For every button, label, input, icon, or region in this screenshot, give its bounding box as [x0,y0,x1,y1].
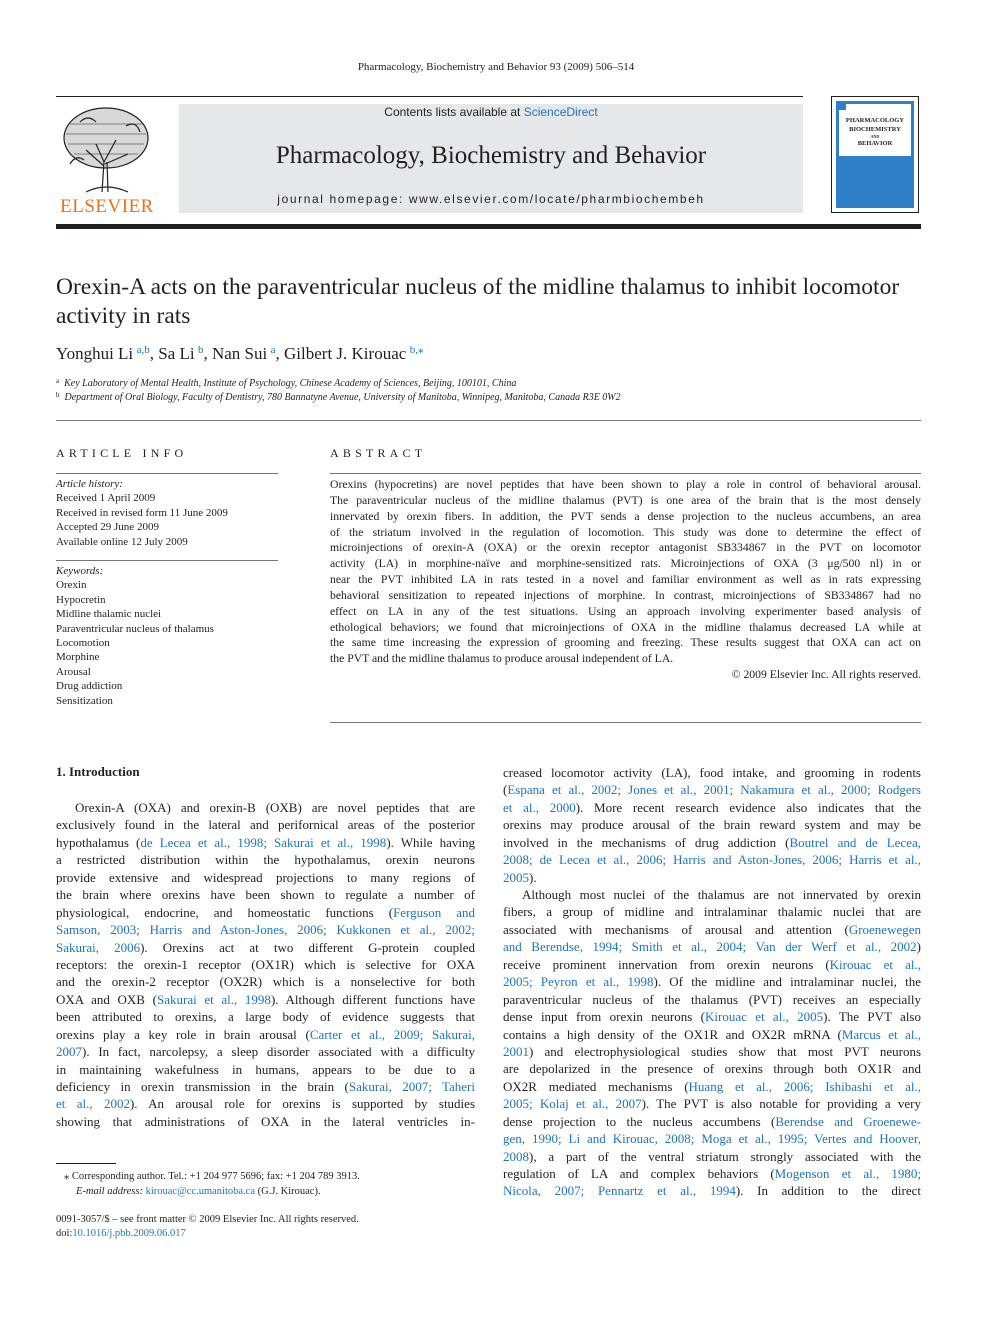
body-text: Although most nuclei of the thalamus are not innervated by orexin [522,887,921,902]
body-text: ). In fact, narcolepsy, a sleep disorder associated with a difficulty [82,1044,475,1060]
body-text-line [503,903,921,920]
author-affil-sup[interactable]: b,⁎ [409,344,424,356]
journal-cover-thumbnail [831,96,919,213]
article-info-heading: ARTICLE INFO [56,446,188,460]
body-text: physiological, endocrine, and homeostatic functions ( [56,904,394,920]
abstract-line: behavioral sensitization to repeated injections of morphine. In contrast, microinjections of SB334867 had no [330,588,921,602]
body-text-line [503,1130,921,1147]
body-text: showing that administrations of OXA in the lateral ventricles in- [56,1113,475,1129]
masthead-bottom-rule [56,224,921,229]
contents-prefix: Contents lists available at [384,105,524,119]
body-text: ( [503,782,508,798]
history-item: Accepted 29 June 2009 [56,521,159,534]
abstract-line: of the striatum involved in the regulation of locomotion. This study was done to determine the effect of [330,525,921,539]
body-text: ). [529,869,537,885]
body-right-column-p1 [503,764,921,886]
keywords-block: Keywords: Orexin Hypocretin Midline thalamic nuclei Paraventricular nucleus of thalamus Locomotion Morphine Arousal Drug addiction Sensitization [56,564,278,708]
abstract-line: ethological behaviors; we found that microinjections of OXA in the midline thalamus decreased LA while at [330,620,921,634]
abstract-line: microinjections of orexin-A (OXA) or the orexin receptor antagonist SB334867 in the PVT on locomotor [330,541,921,555]
keyword-item: Locomotion [56,637,110,650]
body-text: involved in the mechanisms of drug addiction ( [503,834,790,850]
citation-link[interactable]: Ferguson and [393,904,475,920]
author-affil-sup[interactable]: a,b [136,344,150,356]
article-info-rule [56,473,278,474]
citation-link[interactable]: Marcus et al., [841,1026,921,1042]
contents-line [179,105,803,119]
citation-link[interactable]: Sakurai, 2006 [56,939,141,955]
author-name: Sa Li [158,344,195,363]
body-text: provide extensive and widespread projections to many regions of [56,869,475,885]
article-title: Orexin-A acts on the paraventricular nucleus of the midline thalamus to inhibit locomotor activity in rats [56,274,900,329]
body-text: ) [916,939,921,955]
body-text-line [503,851,921,868]
body-text: been attributed to orexins, a large body of evidence suggests that [56,1009,475,1025]
citation-link[interactable]: Boutrel and de Lecea, [789,834,921,850]
citation-link[interactable]: Sakurai et al., 1998 [156,991,271,1007]
body-text-line [56,1095,475,1112]
body-text: regulation of LA and complex behaviors ( [503,1166,775,1181]
citation-link[interactable]: 2005 [503,869,529,885]
author-name: Gilbert J. Kirouac [284,344,407,363]
keyword-item: Paraventricular nucleus of thalamus [56,622,214,635]
body-text-line [503,921,921,938]
citation-link[interactable]: Sakurai, 2007; Taheri [348,1079,475,1094]
abstract-text [330,477,921,667]
citation-link[interactable]: 2007 [56,1044,82,1060]
body-text: exclusively found in the lateral and perifornical areas of the posterior [56,817,475,833]
citation-link[interactable]: Kirouac et al., 2005 [705,1009,824,1025]
body-text: hypothalamus ( [56,834,141,850]
abstract-heading: ABSTRACT [330,446,427,460]
body-text: in maintaining wakefulness in humans, appears to be due to a [56,1061,475,1077]
abstract-line: the same time increasing the expression of grooming and freezing. These results suggest that OXA can act on [330,636,921,650]
keyword-item: Orexin [56,579,87,592]
body-text-line [503,1148,921,1165]
body-text-line [503,1113,921,1130]
abstract-line: Orexins (hypocretins) are novel peptides that have been shown to play a role in control of behavioral arousal. [330,478,921,491]
body-text-line [503,956,921,973]
citation-link[interactable]: et al., 2002 [56,1096,130,1112]
keyword-item: Hypocretin [56,593,106,606]
abstract-line: activity (LA) in morphine-naïve and morphine-sensitized rats. Microinjections of OXA (3 μg/500 nl) in or [330,557,921,571]
issn-line: 0091-3057/$ – see front matter © 2009 Elsevier Inc. All rights reserved. [56,1214,359,1225]
body-text-line [56,1078,475,1095]
body-text: a restricted distribution within the hypothalamus, orexin neurons [56,852,475,868]
body-text: OXA and OXB ( [56,991,157,1007]
body-text-line [503,834,921,851]
journal-title: Pharmacology, Biochemistry and Behavior [275,142,707,169]
body-text-line [56,973,475,990]
running-header: Pharmacology, Biochemistry and Behavior 93 (2009) 506–514 [357,61,635,73]
body-text-line [503,1165,921,1182]
keyword-item: Sensitization [56,694,113,707]
abstract-line: the PVT and the midline thalamus to produce arousal independent of LA. [330,652,674,666]
citation-link[interactable]: Berendse and Groenewe- [775,1113,921,1129]
body-text-line [503,1043,921,1060]
cover-logo-icon [839,104,846,110]
citation-link[interactable]: 2001 [503,1043,529,1059]
body-text-line [56,904,475,921]
abstract-line: innervated by orexin fibers. In addition, the PVT sends a dense projection to the nucleus accumbens, an area [330,509,921,523]
article-history: Article history: Received 1 April 2009 Received in revised form 11 June 2009 Accepted 29 June 2009 Available online 12 July 2009 [56,477,278,549]
body-text: ). Of the midline and intralaminar nuclei, the [653,974,921,990]
citation-link[interactable]: Espana et al., 2002; Jones et al., 2001; Nakamura et al., 2000; Rodgers [507,782,921,798]
body-text-line [56,851,475,868]
citation-link[interactable]: Carter et al., 2009; Sakurai, [309,1026,475,1042]
citation-link[interactable]: and Berendse, 1994; Smith et al., 2004; Van der Werf et al., 2002 [503,939,917,955]
body-text: orexins play a key role in brain arousal ( [56,1026,310,1042]
journal-homepage[interactable]: journal homepage: www.elsevier.com/locate/pharmbiochembeh [277,192,705,206]
email-note: E-mail address: kirouac@cc.umanitoba.ca (G.J. Kirouac). [76,1186,321,1197]
body-text: dense input from orexin neurons ( [503,1009,705,1025]
body-text-line [503,886,921,903]
title-divider [56,420,921,421]
body-text-line [56,939,475,956]
body-text-line [503,1008,921,1025]
body-text-line [503,1026,921,1043]
body-text: fibers, a group of midline and intralaminar thalamic nuclei that are [503,904,921,920]
abstract-line: The paraventricular nucleus of the midline thalamus (PVT) is one area of the brain that is the most densely [330,493,921,507]
author-list: Yonghui Li $^{a,b}$, Sa Li $^b$, Nan Sui $^a$, Gilbert J. Kirouac $^{b,⁎}$ [56,344,424,363]
body-text: are depolarized in the presence of orexins through both OX1R and [503,1061,921,1077]
body-text: ) and electrophysiological studies show that most PVT neurons [529,1043,921,1059]
body-text-line [56,799,475,816]
body-text-line [56,1008,475,1025]
body-text: ), a part of the ventral striatum strongly associated with the [529,1148,921,1164]
abstract-line: effect on LA in any of the test situations. Using an approach involving experimenter based analysis of [330,604,921,618]
body-text: contains a high density of the OX1R and OX2R mRNA ( [503,1026,842,1042]
citation-link[interactable]: Groenewegen [848,921,921,937]
body-text-line [56,816,475,833]
citation-link[interactable]: Huang et al., 2006; Ishibashi et al., [688,1078,921,1094]
body-text-line [56,921,475,938]
history-item: Available online 12 July 2009 [56,535,188,548]
body-text: ). More recent research evidence also indicates that the [575,799,921,815]
body-text: Orexin-A (OXA) and orexin-B (OXB) are novel peptides that are [75,800,475,815]
body-text-line [503,1182,921,1199]
footnote-rule [56,1163,116,1164]
history-item: Received 1 April 2009 [56,492,156,505]
keyword-item: Midline thalamic nuclei [56,608,162,621]
body-text-line [56,834,475,851]
body-text-line [503,816,921,833]
keyword-item: Drug addiction [56,680,123,693]
body-text-line [503,1078,921,1095]
body-text: ). In addition to the direct [735,1183,921,1199]
body-text: ). The PVT is also notable for providing a very [641,1096,921,1112]
body-text: receptors: the orexin-1 receptor (OX1R) which is selective for OXA [56,956,475,972]
citation-link[interactable]: Mogenson et al., 1980; [774,1166,921,1181]
body-text-line [56,991,475,1008]
keyword-item: Morphine [56,651,100,664]
history-item: Received in revised form 11 June 2009 [56,506,228,519]
body-text: dense projection to the nucleus accumbens ( [503,1113,776,1129]
citation-link[interactable]: Kirouac et al., [829,956,921,972]
body-text: ). An arousal role for orexins is supported by studies [129,1096,475,1112]
body-text-line [56,1113,475,1130]
citation-link[interactable]: 2008; de Lecea et al., 2006; Harris and Aston-Jones, 2006; Harris et al., [503,852,921,868]
body-text: deficiency in orexin transmission in the brain ( [56,1079,349,1094]
body-text-line [56,886,475,903]
author-name: Nan Sui [211,344,268,363]
body-text: the brain where orexins have been shown to regulate a number of [56,887,475,903]
doi-line: doi:10.1016/j.pbb.2009.06.017 [56,1228,186,1239]
body-text: receive prominent innervation from orexin neurons ( [503,956,830,972]
cover-title: PHARMACOLOGY BIOCHEMISTRY AND BEHAVIOR [845,117,905,147]
body-text-line [56,1061,475,1078]
abstract-line: near the PVT inhibited LA in rats tested in a novel and familiar environment as well as in rats expressing [330,573,921,587]
author-affil-sup[interactable]: b [197,344,204,356]
body-text-line [503,973,921,990]
body-text-line [503,869,921,886]
body-text: creased locomotor activity (LA), food intake, and grooming in rodents [503,765,921,780]
citation-link[interactable]: Samson, 2003; Harris and Aston-Jones, 2006; Kukkonen et al., 2002; [56,922,475,938]
abstract-rule [330,473,921,474]
affiliation-a: $^a$ Key Laboratory of Mental Health, Institute of Psychology, Chinese Academy of Sciences, Beijing, 100101, China [56,377,517,389]
body-left-column [56,799,475,1130]
citation-link[interactable]: et al., 2000 [503,799,576,815]
affiliation-b: $^b$ Department of Oral Biology, Faculty of Dentistry, 780 Bannatyne Avenue, University of Manitoba, Winnipeg, Manitoba, Canada R3E 0W2 [56,391,621,403]
body-text: OX2R mediated mechanisms ( [503,1078,689,1094]
body-right-column-p2 [503,886,921,1200]
body-text-line [56,956,475,973]
abstract-copyright: © 2009 Elsevier Inc. All rights reserved. [731,668,921,681]
citation-link[interactable]: de Lecea et al., 1998; Sakurai et al., 1998 [140,834,387,850]
abstract-bottom-rule [330,722,921,723]
body-text-line [503,1060,921,1077]
body-text: ). Orexins act at two different G-protein coupled [140,939,475,955]
body-text-line [503,1095,921,1112]
doi-link[interactable]: 10.1016/j.pbb.2009.06.017 [72,1228,186,1239]
body-text-line [503,781,921,798]
section-heading-introduction: 1. Introduction [56,764,140,779]
keyword-item: Arousal [56,665,91,678]
citation-link[interactable]: 2005; Kolaj et al., 2007 [503,1096,642,1112]
body-text: paraventricular nucleus of the thalamus (PVT) receives an especially [503,991,921,1007]
citation-link[interactable]: gen, 1990; Li and Kirouac, 2008; Moga et al., 1995; Vertes and Hoover, [503,1131,921,1147]
author-affil-sup[interactable]: a [270,344,276,356]
body-text-line [503,938,921,955]
body-text: and the orexin-2 receptor (OX2R) which is a nonselective for both [56,974,475,990]
body-text: ). Although different functions have [270,991,475,1007]
body-text-line [503,991,921,1008]
body-text-line [56,1043,475,1060]
body-text-line [503,764,921,781]
body-text: ). The PVT also [823,1009,921,1025]
body-text: associated with mechanisms of arousal and attention ( [503,921,849,937]
citation-link[interactable]: 2005; Peyron et al., 1998 [503,974,654,990]
corresponding-author-note: ⁎ Corresponding author. Tel.: +1 204 977 5696; fax: +1 204 789 3913. [64,1171,360,1182]
author-name: Yonghui Li [56,344,134,363]
citation-link[interactable]: 2008 [503,1148,529,1164]
email-link[interactable]: kirouac@cc.umanitoba.ca [145,1186,255,1197]
body-text: ). While having [386,834,475,850]
body-text-line [503,799,921,816]
masthead-top-rule [56,96,803,97]
body-text-line [56,869,475,886]
body-text: orexins may produce arousal of the brain reward system and may be [503,817,921,833]
elsevier-wordmark: ELSEVIER [60,196,154,217]
sciencedirect-link[interactable]: ScienceDirect [523,105,598,119]
body-text-line [56,1026,475,1043]
keywords-rule [56,560,278,561]
citation-link[interactable]: Nicola, 2007; Pennartz et al., 1994 [503,1183,736,1199]
